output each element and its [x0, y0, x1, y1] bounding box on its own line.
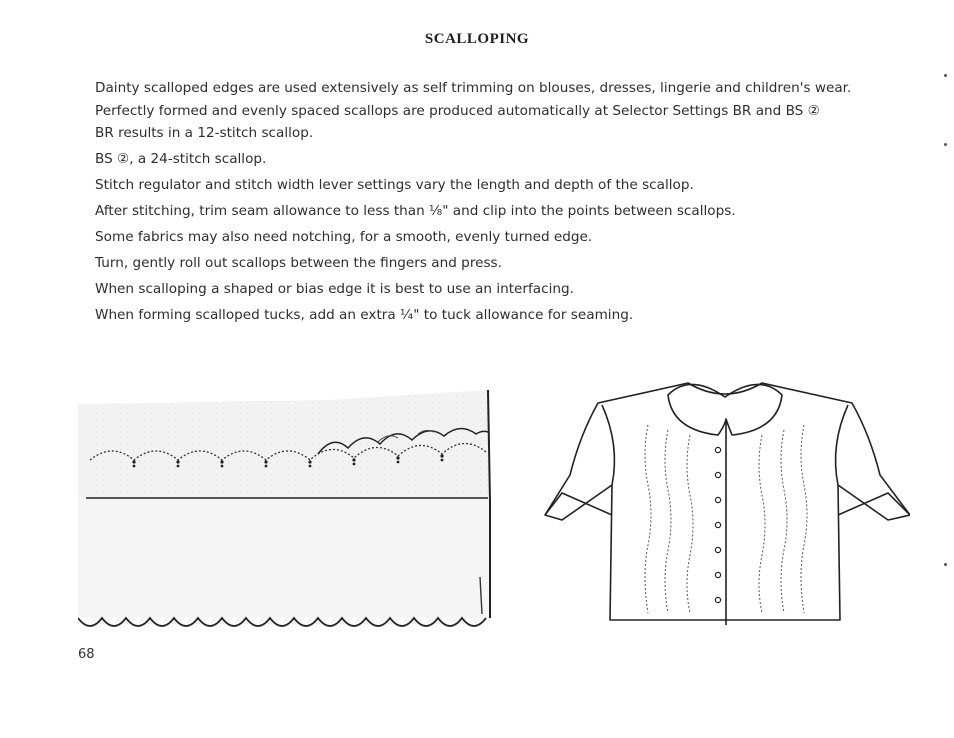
- blouse-illustration: [540, 375, 910, 630]
- paragraph-4: BS ②, a 24-stitch scallop.: [95, 151, 267, 167]
- margin-mark: [944, 563, 947, 566]
- scallop-fabric-illustration: [78, 382, 498, 637]
- page-number: 68: [78, 647, 95, 662]
- paragraph-9: When scalloping a shaped or bias edge it is best to use an interfacing.: [95, 281, 574, 297]
- margin-mark: [944, 143, 947, 146]
- paragraph-1: Dainty scalloped edges are used extensively as self trimming on blouses, dresses, lingerie and children's wear.: [95, 80, 852, 96]
- paragraph-7: Some fabrics may also need notching, for a smooth, evenly turned edge.: [95, 229, 593, 245]
- margin-mark: [944, 74, 947, 77]
- paragraph-6: After stitching, trim seam allowance to less than ⅛" and clip into the points between scallops.: [95, 203, 736, 219]
- paragraph-10: When forming scalloped tucks, add an extra ¼" to tuck allowance for seaming.: [95, 307, 634, 323]
- body-text: [78, 80, 908, 333]
- page-title: SCALLOPING: [424, 31, 530, 47]
- paragraph-8: Turn, gently roll out scallops between the fingers and press.: [95, 255, 502, 271]
- paragraph-3: BR results in a 12-stitch scallop.: [95, 125, 314, 141]
- paragraph-5: Stitch regulator and stitch width lever settings vary the length and depth of the scallop.: [95, 177, 694, 193]
- paragraph-2: Perfectly formed and evenly spaced scallops are produced automatically at Selector Settings BR and BS ②: [95, 103, 820, 119]
